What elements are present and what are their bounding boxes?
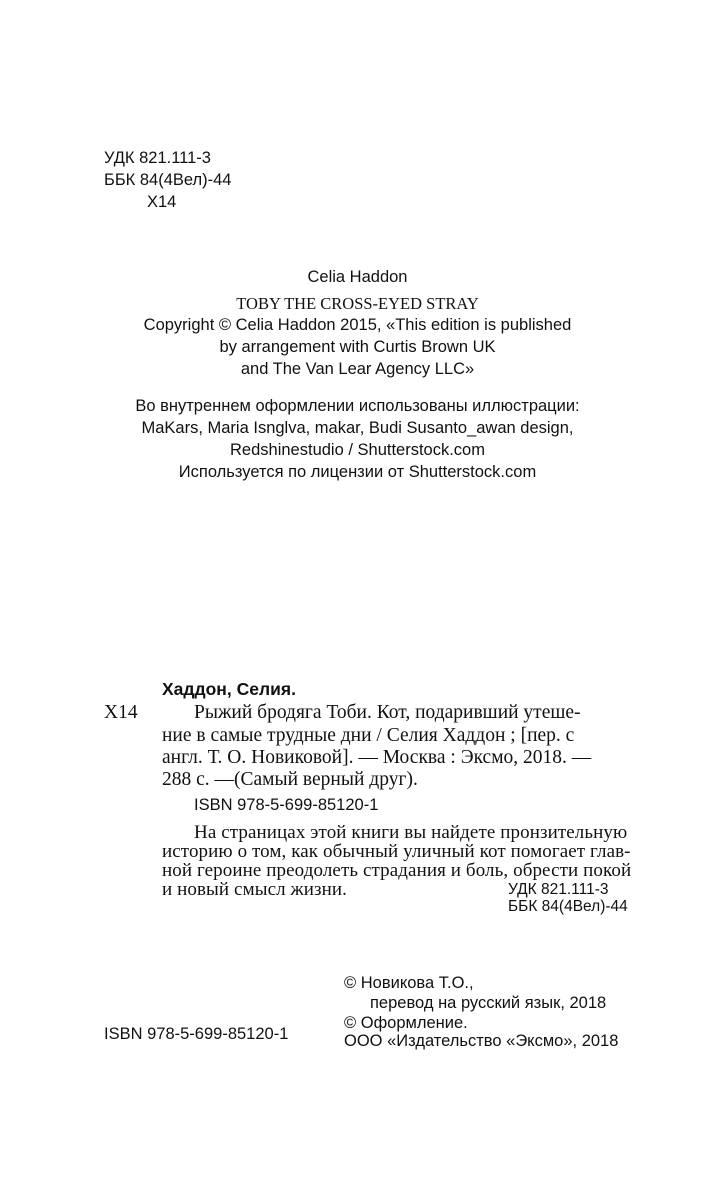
illustrations-line-3: Redshinestudio / Shutterstock.com — [230, 441, 485, 459]
original-author: Celia Haddon — [307, 268, 408, 286]
card-bbk: ББК 84(4Вел)-44 — [508, 898, 628, 915]
footer-isbn: ISBN 978-5-699-85120-1 — [104, 1025, 289, 1043]
annotation-line-1: На страницах этой книги вы найдете пронзительную — [194, 822, 628, 843]
annotation-line-4: и новый смысл жизни. — [162, 879, 348, 900]
card-isbn: ISBN 978-5-699-85120-1 — [194, 796, 379, 814]
card-author-heading: Хаддон, Селия. — [162, 679, 296, 699]
annotation-line-3: ной героине преодолеть страдания и боль, обрести покой — [162, 860, 632, 881]
card-sign: Х14 — [104, 702, 138, 723]
copyright-line-3: and The Van Lear Agency LLC» — [240, 360, 475, 378]
publisher-copyright: ООО «Издательство «Эксмо», 2018 — [344, 1032, 619, 1050]
annotation-line-2: историю о том, как обычный уличный кот помогает глав- — [162, 841, 631, 862]
illustrations-line-1: Во внутреннем оформлении использованы иллюстрации: — [135, 397, 580, 415]
card-description-line-1: Рыжий бродяга Тоби. Кот, подаривший утеше- — [194, 702, 581, 723]
design-copyright: © Оформление. — [344, 1014, 468, 1032]
card-description-line-3: англ. Т. О. Новиковой]. — Москва : Эксмо, 2018. — — [162, 747, 592, 768]
illustrations-line-2: MaKars, Maria Isnglva, makar, Budi Susanto_awan design, — [141, 419, 574, 437]
card-description-line-2: ние в самые трудные дни / Селия Хаддон ; [пер. с — [162, 725, 575, 746]
illustrations-line-4: Используется по лицензии от Shutterstock.com — [178, 463, 537, 481]
copyright-line-2: by arrangement with Curtis Brown UK — [219, 338, 496, 356]
bbk-code: ББК 84(4Вел)-44 — [104, 171, 232, 189]
translator-copyright: © Новикова Т.О., — [344, 974, 474, 992]
original-title: TOBY THE CROSS-EYED STRAY — [236, 294, 479, 313]
card-description-line-4: 288 с. —(Самый верный друг). — [162, 769, 418, 790]
udk-code: УДК 821.111-3 — [104, 149, 211, 167]
card-udk: УДК 821.111-3 — [508, 881, 609, 898]
author-sign: Х14 — [147, 193, 177, 211]
translation-note: перевод на русский язык, 2018 — [370, 994, 607, 1012]
copyright-line-1: Copyright © Celia Haddon 2015, «This edition is published — [143, 316, 572, 334]
